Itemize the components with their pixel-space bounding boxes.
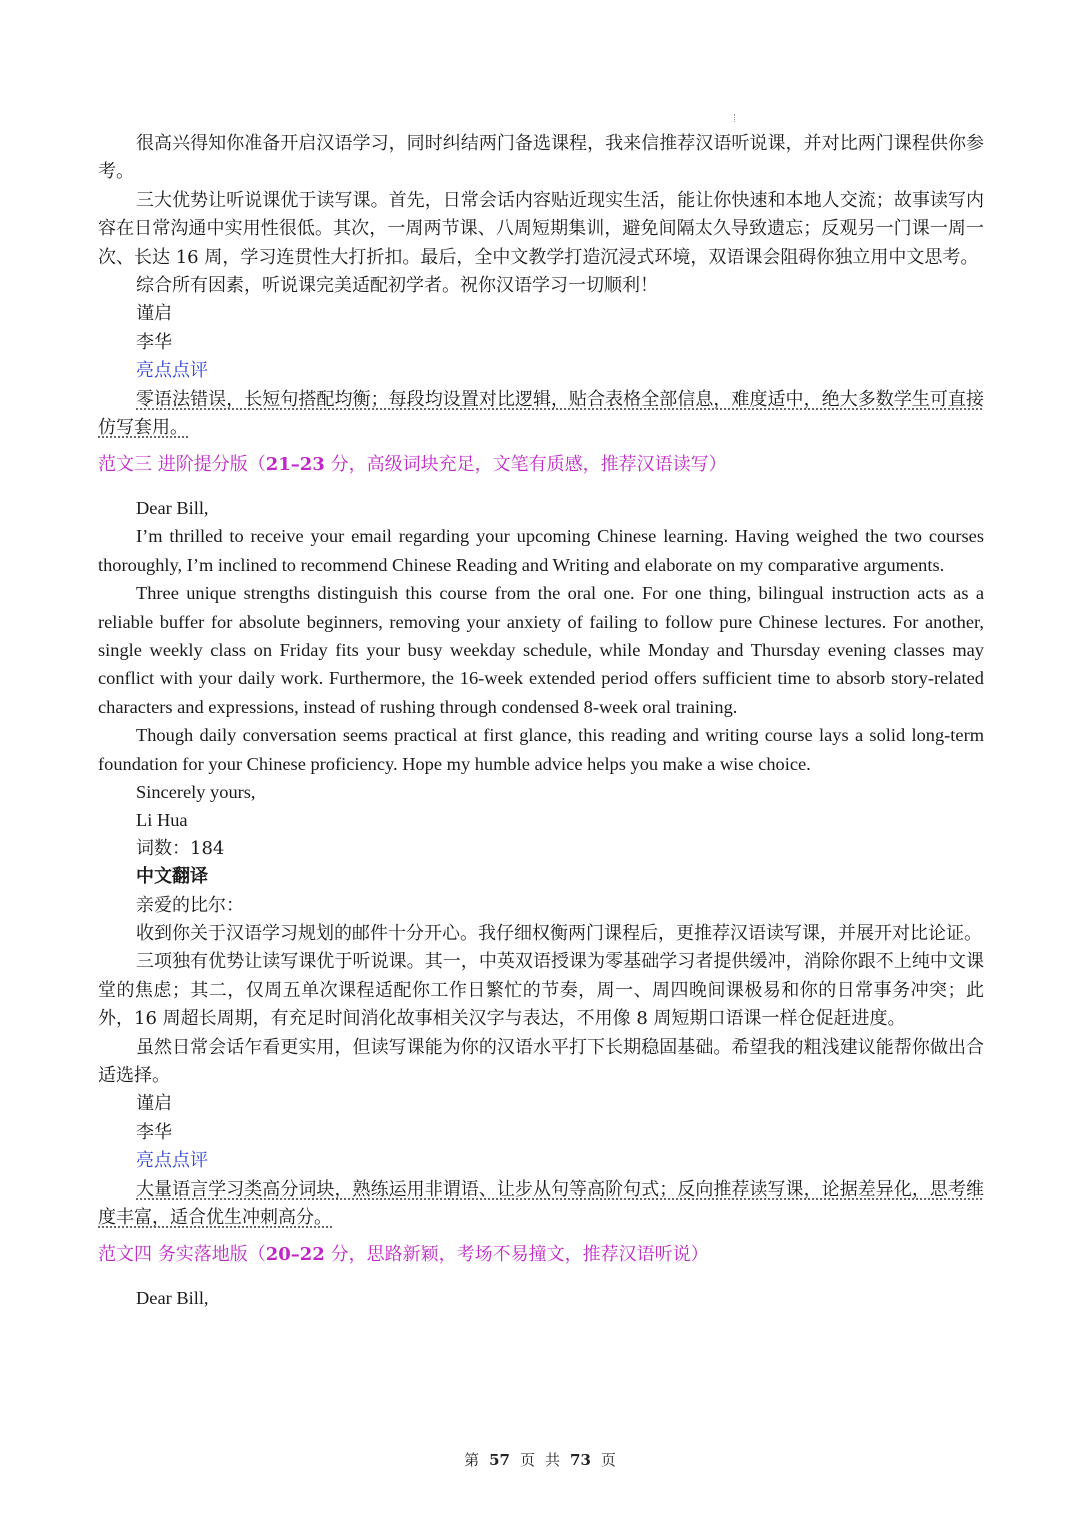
- cn-paragraph-1: 很高兴得知你准备开启汉语学习，同时纠结两门备选课程，我来信推荐汉语听说课，并对比两门课程供你参考。: [98, 133, 984, 183]
- cn-name: 李华: [136, 331, 172, 353]
- total-pages: 73: [570, 1451, 591, 1469]
- cn-paragraph-2: 三大优势让听说课优于读写课。首先，日常会话内容贴近现实生活，能让你快速和本地人交流；故事读写内容在日常沟通中实用性很低。其次，一周两节课、八周短期集训，避免间隔太久导致遗忘；反观另一门课一周一次、长达 16 周，学习连贯性大打折扣。最后，全中文教学打造沉浸式环境，双语课会阻碍你独立用中文思考。: [98, 189, 984, 268]
- greeting: Dear Bill,: [136, 497, 209, 518]
- review-text: 零语法错误，长短句搭配均衡；每段均设置对比逻辑，贴合表格全部信息，难度适中，绝大多数学生可直接仿写套用。: [98, 388, 984, 439]
- translation-paragraph-3: 虽然日常会话乍看更实用，但读写课能为你的汉语水平打下长期稳固基础。希望我的粗浅建议能帮你做出合适选择。: [98, 1036, 984, 1086]
- section3-heading: 范文三 进阶提分版（21–23 分，高级词块充足，文笔有质感，推荐汉语读写）: [98, 454, 727, 476]
- translation-name: 李华: [136, 1121, 172, 1143]
- translation-paragraph-2: 三项独有优势让读写课优于听说课。其一，中英双语授课为零基础学习者提供缓冲，消除你跟不上纯中文课堂的焦虑；其二，仅周五单次课程适配你工作日繁忙的节奏，周一、周四晚间课极易和你的日常事务冲突；此外，16 周超长周期，有充足时间消化故事相关汉字与表达，不用像 8 周短期口语课一样仓促赶进度。: [98, 951, 984, 1030]
- translation-title: 中文翻译: [136, 866, 208, 888]
- en-paragraph-1: I’m thrilled to receive your email regarding your upcoming Chinese learning. Having weighed the two courses thoroughly, I’m inclined to recommend Chinese Reading and Writing and elaborate on my comparative arguments.: [98, 526, 984, 575]
- translation-closing: 谨启: [136, 1093, 172, 1115]
- cn-paragraph-3: 综合所有因素，听说课完美适配初学者。祝你汉语学习一切顺利！: [136, 275, 658, 297]
- page-number: 57: [489, 1451, 510, 1469]
- section4-heading: 范文四 务实落地版（20–22 分，思路新颖，考场不易撞文，推荐汉语听说）: [98, 1244, 709, 1266]
- signature: Li Hua: [136, 810, 188, 831]
- page-footer: 第 57 页 共 73 页: [464, 1451, 616, 1469]
- margin-mark: [734, 114, 736, 122]
- cn-closing: 谨启: [136, 303, 172, 325]
- page-content: [98, 130, 984, 1312]
- translation-paragraph-1: 收到你关于汉语学习规划的邮件十分开心。我仔细权衡两门课程后，更推荐汉语读写课，并展开对比论证。: [136, 922, 982, 944]
- greeting: Dear Bill,: [136, 1287, 209, 1308]
- en-paragraph-2: Three unique strengths distinguish this course from the oral one. For one thing, bilingual instruction acts as a reliable buffer for absolute beginners, removing your anxiety of failing to follow pure Chinese lectures. For another, single weekly class on Friday fits your busy weekday schedule, while Monday and Thursday evening classes may conflict with your daily work. Furthermore, the 16-week extended period offers sufficient time to absorb story-related characters and expressions, instead of rushing through condensed 8-week oral training.: [98, 583, 984, 717]
- word-count: 词数：184: [136, 837, 225, 859]
- review-title: 亮点点评: [136, 360, 208, 382]
- review-text: 大量语言学习类高分词块，熟练运用非谓语、让步从句等高阶句式；反向推荐读写课，论据差异化，思考维度丰富，适合优生冲刺高分。: [98, 1178, 984, 1229]
- review-title: 亮点点评: [136, 1150, 208, 1172]
- cn-greeting: 亲爱的比尔：: [136, 894, 244, 916]
- signoff: Sincerely yours,: [136, 781, 256, 802]
- en-paragraph-3: Though daily conversation seems practical at first glance, this reading and writing course lays a solid long-term foundation for your Chinese proficiency. Hope my humble advice helps you make a wise choice.: [98, 725, 984, 774]
